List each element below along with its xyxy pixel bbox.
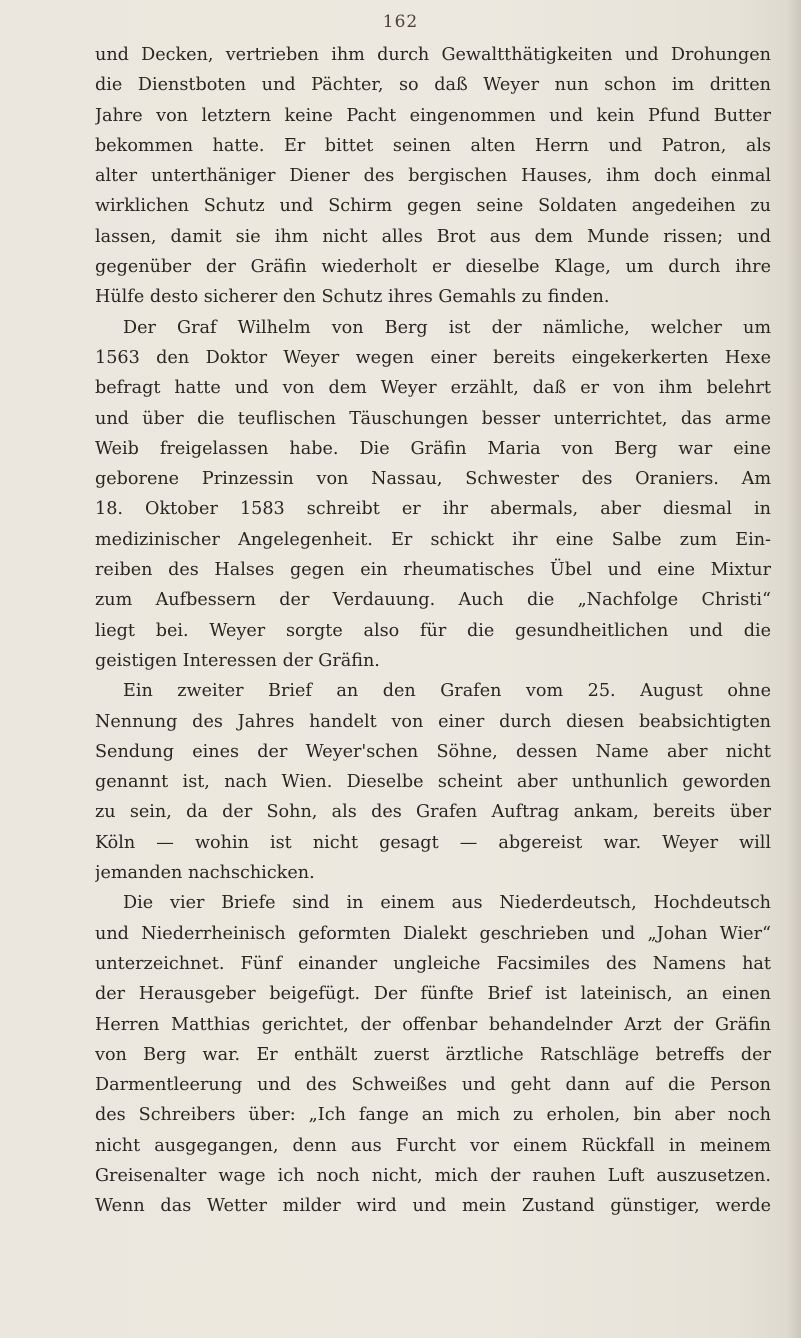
text-line: Weib freigelassen habe. Die Gräfin Maria von Berg war eine [95, 438, 771, 459]
text-line: Nennung des Jahres handelt von einer durch diesen beabsichtigten [95, 711, 771, 732]
text-line: Herren Matthias gerichtet, der offenbar behandelnder Arzt der Gräfin [95, 1014, 771, 1035]
text-line: Wenn das Wetter milder wird und mein Zustand günstiger, werde [95, 1196, 771, 1217]
text-line: 18. Oktober 1583 schreibt er ihr abermals, aber diesmal in [95, 499, 771, 520]
text-line: die Dienstboten und Pächter, so daß Weyer nun schon im dritten [95, 75, 771, 96]
text-line: gegenüber der Gräfin wiederholt er dieselbe Klage, um durch ihre [95, 257, 771, 278]
text-line: nicht ausgegangen, denn aus Furcht vor einem Rückfall in meinem [95, 1135, 771, 1156]
text-line: befragt hatte und von dem Weyer erzählt, daß er von ihm belehrt [95, 378, 771, 399]
text-line: Darmentleerung und des Schweißes und geht dann auf die Person [95, 1075, 771, 1096]
text-line: Ein zweiter Brief an den Grafen vom 25. August ohne [123, 681, 771, 702]
text-line: der Herausgeber beigefügt. Der fünfte Brief ist lateinisch, an einen [95, 984, 771, 1005]
page-number: 162 [382, 12, 419, 32]
text-line: geborene Prinzessin von Nassau, Schwester des Oraniers. Am [95, 469, 771, 490]
text-line: Hülfe desto sicherer den Schutz ihres Gemahls zu finden. [95, 287, 610, 308]
text-line: bekommen hatte. Er bittet seinen alten Herrn und Patron, als [95, 135, 771, 156]
page-edge-shadow [787, 0, 801, 1338]
text-line: Greisenalter wage ich noch nicht, mich der rauhen Luft auszusetzen. [95, 1165, 771, 1186]
text-line: 1563 den Doktor Weyer wegen einer bereits eingekerkerten Hexe [95, 347, 771, 368]
text-line: geistigen Interessen der Gräfin. [95, 650, 380, 671]
text-line: von Berg war. Er enthält zuerst ärztliche Ratschläge betreffs der [95, 1044, 771, 1065]
text-line: und Decken, vertrieben ihm durch Gewaltthätigkeiten und Drohungen [95, 45, 771, 65]
text-line: liegt bei. Weyer sorgte also für die gesundheitlichen und die [95, 620, 771, 641]
text-line: Der Graf Wilhelm von Berg ist der nämliche, welcher um [123, 317, 771, 338]
text-line: Jahre von letztern keine Pacht eingenommen und kein Pfund Butter [95, 105, 771, 126]
text-line: zu sein, da der Sohn, als des Grafen Auftrag ankam, bereits über [95, 802, 771, 823]
text-line: zum Aufbessern der Verdauung. Auch die „Nachfolge Christi“ [95, 590, 771, 611]
text-line: lassen, damit sie ihm nicht alles Brot aus dem Munde rissen; und [95, 226, 771, 247]
text-line: reiben des Halses gegen ein rheumatisches Übel und eine Mixtur [95, 560, 771, 581]
text-line: jemanden nachschicken. [95, 863, 315, 884]
text-line: Sendung eines der Weyer'schen Söhne, dessen Name aber nicht [95, 741, 771, 762]
text-line: und über die teuflischen Täuschungen besser unterrichtet, das arme [95, 408, 771, 429]
text-line: genannt ist, nach Wien. Dieselbe scheint aber unthunlich geworden [95, 772, 771, 793]
text-line: wirklichen Schutz und Schirm gegen seine Soldaten angedeihen zu [95, 196, 771, 217]
text-line: des Schreibers über: „Ich fange an mich zu erholen, bin aber noch [95, 1105, 771, 1126]
text-line: Die vier Briefe sind in einem aus Niederdeutsch, Hochdeutsch [123, 893, 771, 914]
text-line: alter unterthäniger Diener des bergischen Hauses, ihm doch einmal [95, 166, 771, 187]
text-line: und Niederrheinisch geformten Dialekt geschrieben und „Johan Wier“ [95, 923, 771, 944]
body-text [95, 40, 771, 1222]
text-line: unterzeichnet. Fünf einander ungleiche Facsimiles des Namens hat [95, 953, 771, 974]
text-line: Köln — wohin ist nicht gesagt — abgereist war. Weyer will [95, 832, 771, 853]
text-line: medizinischer Angelegenheit. Er schickt ihr eine Salbe zum Ein- [95, 529, 771, 550]
